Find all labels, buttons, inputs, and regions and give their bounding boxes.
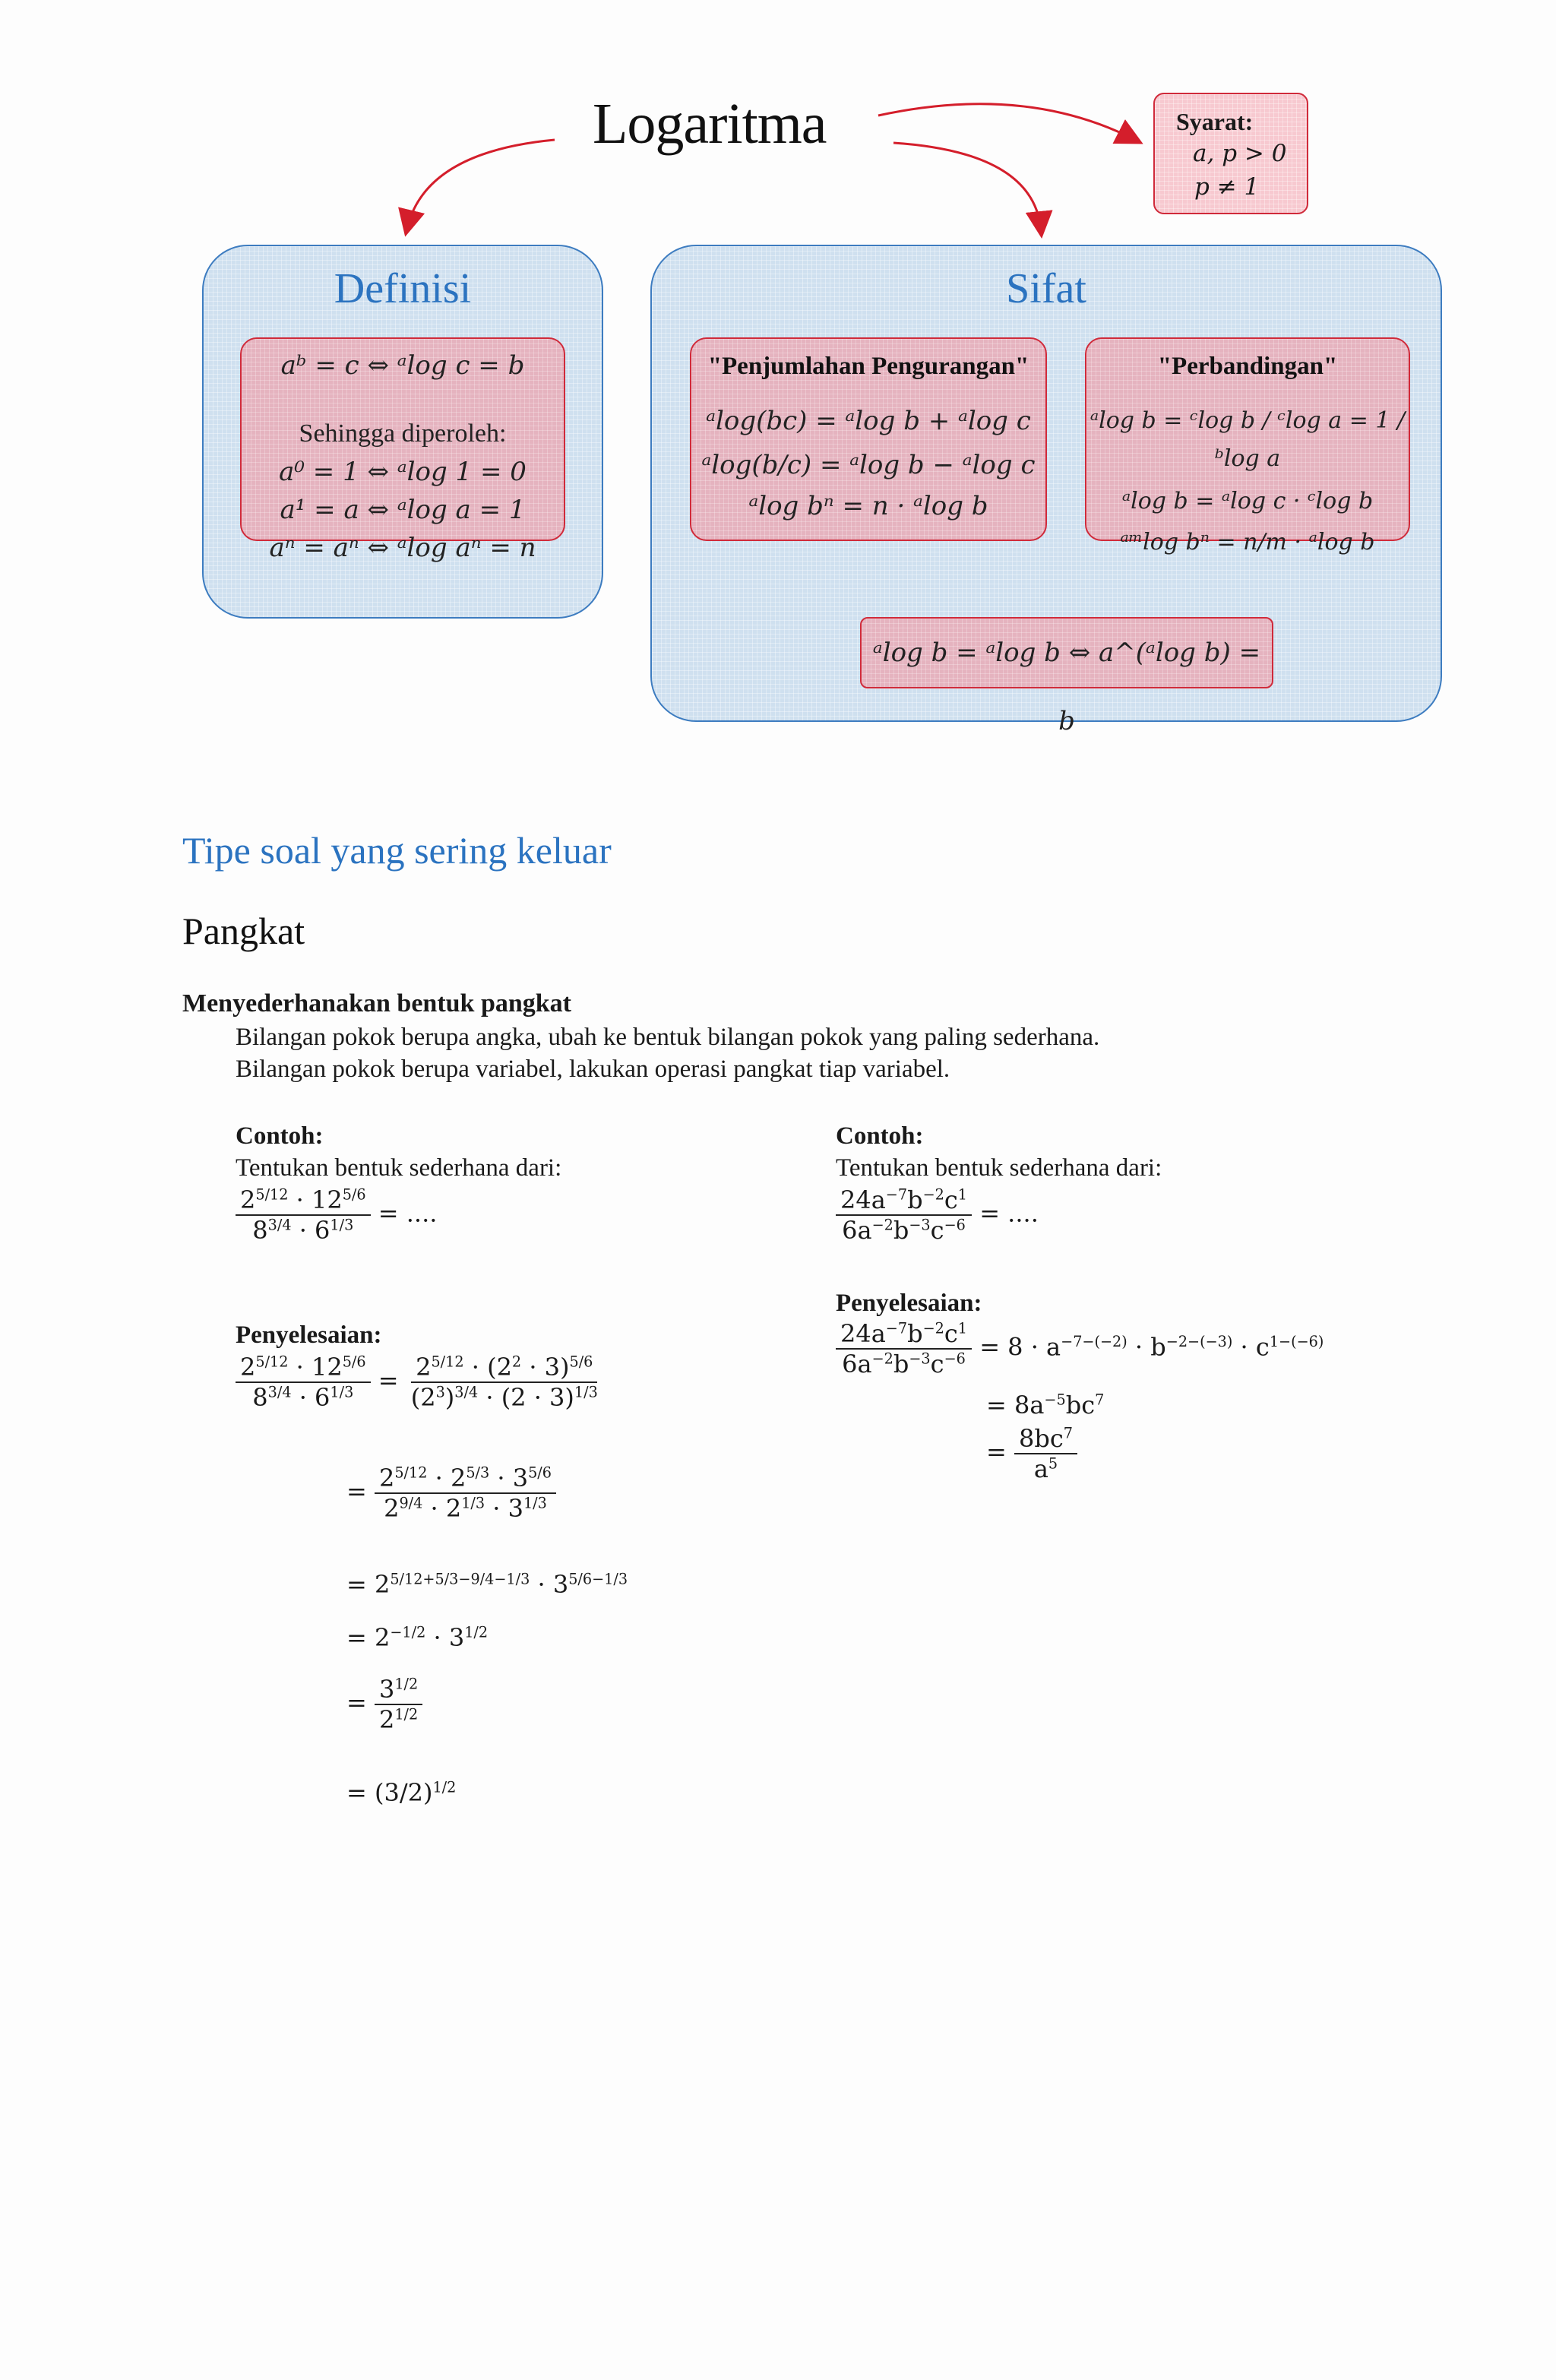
right-solution-step-2: = $8a^{-5}bc^7$ (986, 1391, 1105, 1419)
sifat-group2-rule-3: ᵃᵐlog bⁿ = n/m · ᵃlog b (1120, 529, 1375, 555)
right-solution-step-3: = $\frac{8bc^7}{a^5}$ (986, 1424, 1077, 1483)
definisi-title: Definisi (334, 265, 472, 312)
subtopic-heading: Menyederhanakan bentuk pangkat (182, 989, 572, 1018)
right-example-expression: $\frac{24a^{-7}b^{-2}c^1}{6a^{-2}b^{-3}c^{-6}}$ = .... (836, 1185, 1039, 1245)
left-example-expression: $\frac{2^{5/12} \cdot 12^{5/6}}{8^{3/4} \cdot 6^{1/3}}$ = .... (236, 1185, 437, 1245)
sifat-group2-rule-2: ᵃlog b = ᵃlog c · ᶜlog b (1121, 488, 1374, 514)
left-solution-step-2: = $\frac{2^{5/12} \cdot 2^{5/3} \cdot 3^{5/6}}{2^{9/4} \cdot 2^{1/3} \cdot 3^{1/3}}$ (346, 1464, 556, 1523)
right-example-label: Contoh: (836, 1122, 924, 1150)
definisi-box (202, 245, 603, 619)
diagram-title: Logaritma (593, 92, 827, 156)
sifat-group1-rule-1: ᵃlog(bc) = ᵃlog b + ᵃlog c (706, 406, 1031, 436)
tip-1: Bilangan pokok berupa angka, ubah ke bentuk bilangan pokok yang paling sederhana. (236, 1024, 1100, 1051)
arrow-to-definisi (407, 140, 555, 228)
sifat-group2-rule-1: ᵃlog b = ᶜlog b / ᶜlog a = 1 / ᵇlog a (1090, 407, 1406, 472)
sifat-group1-title: "Penjumlahan Pengurangan" (707, 353, 1029, 380)
left-solution-label: Penyelesaian: (236, 1321, 382, 1349)
left-solution-step-4: = $2^{-1/2} \cdot 3^{1/2}$ (346, 1623, 489, 1652)
sifat-group1-rule-3: ᵃlog bⁿ = n · ᵃlog b (748, 491, 988, 521)
left-solution-step-5: = $\frac{3^{1/2}}{2^{1/2}}$ (346, 1675, 422, 1734)
left-solution-step-6: = $(3/2)^{1/2}$ (346, 1778, 457, 1807)
left-example-label: Contoh: (236, 1122, 324, 1150)
syarat-box (1153, 93, 1308, 214)
right-example-dots: = .... (979, 1198, 1039, 1228)
sifat-bottom-rule: ᵃlog b = ᵃlog b ⇔ a^(ᵃlog b) = b (872, 638, 1261, 736)
diagram-arrows (0, 0, 1556, 258)
left-solution-step-1: $\frac{2^{5/12} \cdot 12^{5/6}}{8^{3/4} \cdot 6^{1/3}}$ = $\frac{2^{5/12} \cdot (2^2 \cdot 3)^{5/6}}{(2^3)^{3/4} \cdot (2 \cdot 3)^{1/3}}$ (236, 1353, 602, 1412)
definisi-rule-2: a¹ = a ⇔ ᵃlog a = 1 (280, 495, 526, 525)
arrow-to-sifat (893, 143, 1041, 229)
left-solution-step-3: = $2^{5/12+5/3-9/4-1/3} \cdot 3^{5/6-1/3}$ (346, 1570, 628, 1599)
sifat-bottom-box (860, 617, 1273, 736)
sifat-group2-title: "Perbandingan" (1157, 353, 1338, 380)
sifat-box (650, 245, 1442, 736)
right-solution-step-1: $\frac{24a^{-7}b^{-2}c^1}{6a^{-2}b^{-3}c^{-6}}$ = $8 \cdot a^{-7-(-2)} \cdot b^{-2-(-3)} \cdot c^{1-(-6)}$ (836, 1319, 1324, 1378)
syarat-line2: p ≠ 1 (1194, 173, 1260, 201)
definisi-rule-3: aⁿ = aⁿ ⇔ ᵃlog aⁿ = n (269, 533, 536, 563)
definisi-inner-box (240, 337, 565, 563)
right-solution-label: Penyelesaian: (836, 1290, 982, 1317)
sifat-group2-box (1085, 337, 1410, 555)
definisi-intro: Sehingga diperoleh: (299, 419, 507, 448)
definisi-rule-1: a⁰ = 1 ⇔ ᵃlog 1 = 0 (279, 457, 527, 487)
sifat-title: Sifat (1006, 265, 1086, 312)
left-example-prompt: Tentukan bentuk sederhana dari: (236, 1154, 562, 1182)
arrow-to-syarat (878, 104, 1135, 140)
definisi-main: aᵇ = c ⇔ ᵃlog c = b (280, 350, 525, 381)
topic-heading: Pangkat (182, 910, 305, 952)
right-example-prompt: Tentukan bentuk sederhana dari: (836, 1154, 1162, 1182)
section-heading: Tipe soal yang sering keluar (182, 829, 612, 872)
tip-2: Bilangan pokok berupa variabel, lakukan operasi pangkat tiap variabel. (236, 1055, 950, 1083)
syarat-label: Syarat: (1176, 108, 1254, 135)
sifat-group1-rule-2: ᵃlog(b/c) = ᵃlog b − ᵃlog c (701, 450, 1036, 480)
sifat-group1-box (690, 337, 1047, 541)
syarat-line1: a, p > 0 (1193, 140, 1287, 167)
left-example-dots: = .... (378, 1198, 438, 1228)
